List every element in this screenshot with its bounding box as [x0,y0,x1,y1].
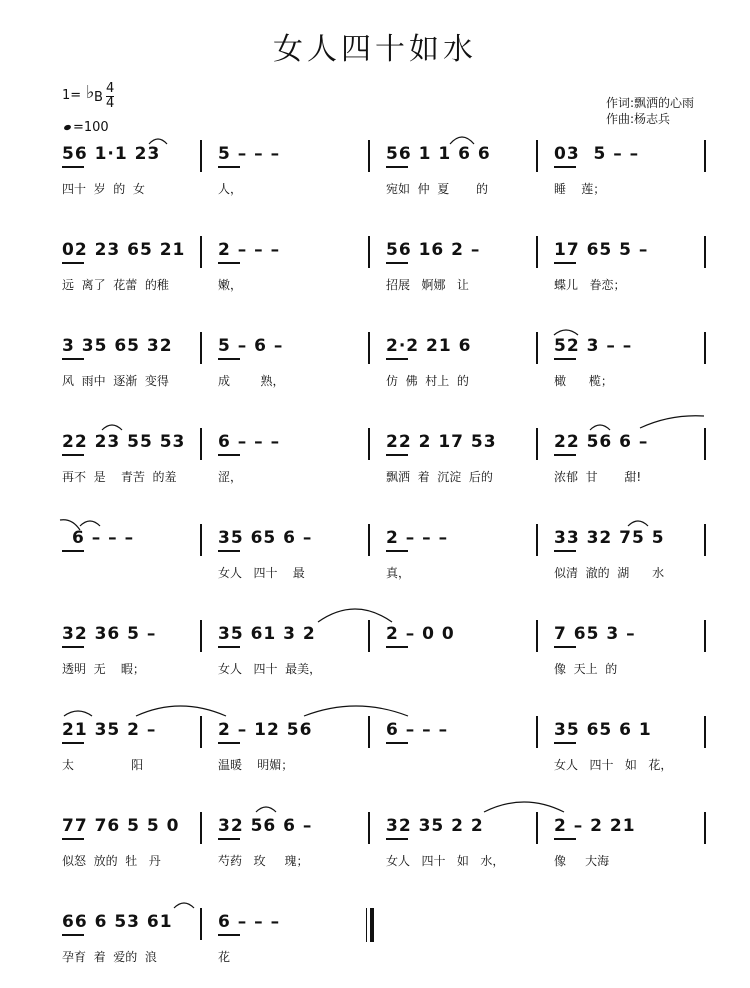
slur [484,802,564,812]
lyric-line: 芍药 玫 瑰； [218,854,309,868]
barline [200,428,202,460]
lyric-line: 像 大海 [554,854,610,868]
barline [536,140,538,172]
measure-notes: 52 3 – – [554,336,633,356]
measure-notes: 7 65 3 – [554,624,636,644]
barline [536,332,538,364]
beam-underline [218,262,240,264]
lyric-line: 花 [218,950,231,964]
barline [704,332,706,364]
beam-underline [62,262,84,264]
measure-notes: 2 – 12 56 [218,720,313,740]
lyric-line: 橄 榄； [554,374,613,388]
barline [200,332,202,364]
quarter-note-icon [63,124,71,131]
barline [368,716,370,748]
beam-underline [62,934,84,936]
time-signature [106,82,114,111]
measure-notes: 6 – – – [218,432,281,452]
barline [200,140,202,172]
beam-underline [554,454,576,456]
lyric-line: 人， [218,182,243,196]
beam-underline [386,550,408,552]
measure-notes: 2 – – – [386,528,449,548]
barline [704,620,706,652]
lyric-line: 像 天上 的 [554,662,618,676]
lyric-line: 蝶儿 眷恋； [554,278,626,292]
measure-notes: 32 56 6 – [218,816,313,836]
barline [200,908,202,940]
lyric-line: 涩， [218,470,243,484]
barline [368,332,370,364]
measure-notes: 2 – – – [218,240,281,260]
staff-system [0,812,750,892]
beam-underline [386,358,408,360]
lyric-line: 仿 佛 村上 的 [386,374,469,388]
beam-underline [62,358,84,360]
staff-system [0,716,750,796]
barline [200,716,202,748]
measure-notes: 77 76 5 5 0 [62,816,180,836]
barline [536,812,538,844]
measure-notes: 33 32 75 5 [554,528,665,548]
barline [704,812,706,844]
slur [136,706,226,716]
measure-notes: 56 1·1 23 [62,144,161,164]
staff-system [0,524,750,604]
lyric-line: 孕育 着 爱的 浪 [62,950,157,964]
lyric-line: 宛如 仲 夏 的 [386,182,488,196]
measure-notes: 22 2 17 53 [386,432,497,452]
flat-sign-icon: ♭ [86,82,95,103]
measure-notes: 32 36 5 – [62,624,157,644]
measure-notes: 17 65 5 – [554,240,649,260]
time-top: 4 [106,81,115,96]
beam-underline [62,838,84,840]
beam-underline [386,166,408,168]
beam-underline [554,646,576,648]
staff-system [0,236,750,316]
measure-notes: 2·2 21 6 [386,336,472,356]
beam-underline [218,550,240,552]
beam-underline [554,358,576,360]
barline [704,524,706,556]
lyric-line: 女人 四十 最美， [218,662,322,676]
barline [200,524,202,556]
measure-notes: 2 – 0 0 [386,624,455,644]
barline [368,236,370,268]
lyric-line: 远 离了 花蕾 的稚 [62,278,169,292]
beam-underline [218,838,240,840]
slur [304,706,408,716]
barline [704,236,706,268]
lyric-line: 招展 婀娜 让 [386,278,469,292]
lyric-line: 再不 是 青苦 的羞 [62,470,177,484]
lyric-line: 透明 无 暇； [62,662,145,676]
lyric-line: 嫩， [218,278,243,292]
barline [704,716,706,748]
measure-notes: 5 – – – [218,144,281,164]
lyric-line: 似怒 放的 牡 丹 [62,854,161,868]
barline [368,140,370,172]
measure-notes: 6 – – – [72,528,135,548]
beam-underline [554,550,576,552]
barline [368,620,370,652]
beam-underline [386,454,408,456]
lyric-line: 四十 岁 的 女 [62,182,145,196]
measure-notes: 56 16 2 – [386,240,481,260]
beam-underline [554,742,576,744]
measure-notes: 32 35 2 2 [386,816,484,836]
key-prefix: 1= [62,88,82,103]
beam-underline [218,454,240,456]
measure-notes: 2 – 2 21 [554,816,636,836]
lyric-line: 似清 澈的 湖 水 [554,566,665,580]
beam-underline [218,646,240,648]
key-signature [62,81,115,111]
slur [640,416,704,428]
staff-system [0,620,750,700]
beam-underline [62,646,84,648]
tempo-marking [64,120,109,135]
lyric-line: 女人 四十 如 水， [386,854,505,868]
barline [536,428,538,460]
song-title: 女人四十如水 [273,32,477,67]
barline [536,236,538,268]
measure-notes: 03 5 – – [554,144,640,164]
staff-system [0,140,750,220]
barline [536,716,538,748]
barline [200,236,202,268]
measure-notes: 35 65 6 1 [554,720,652,740]
measure-notes: 5 – 6 – [218,336,284,356]
lyric-line: 成 熟， [218,374,285,388]
barline [536,524,538,556]
beam-underline [386,742,408,744]
lyric-line: 浓郁 甘 甜! [554,470,642,484]
beam-underline [62,166,84,168]
measure-notes: 35 65 6 – [218,528,313,548]
beam-underline [218,742,240,744]
barline [200,620,202,652]
beam-underline [218,934,240,936]
measure-notes: 21 35 2 – [62,720,157,740]
lyric-line: 睡 莲； [554,182,606,196]
measure-notes: 22 56 6 – [554,432,649,452]
lyric-line: 温暖 明媚； [218,758,294,772]
tempo-value: =100 [73,120,109,135]
lyric-line: 太 阳 [62,758,144,772]
staff-system [0,428,750,508]
lyric-line: 飘洒 着 沉淀 后的 [386,470,493,484]
time-bottom: 4 [106,96,115,111]
beam-underline [62,454,84,456]
measure-notes: 56 1 1 6 6 [386,144,491,164]
measure-notes: 22 23 55 53 [62,432,186,452]
beam-underline [386,646,408,648]
staff-system [0,908,750,988]
staff-system [0,332,750,412]
beam-underline [218,166,240,168]
barline [536,620,538,652]
lyric-line: 女人 四十 如 花， [554,758,673,772]
composer-credit: 作曲:杨志兵 [606,112,671,126]
lyric-line: 真， [386,566,411,580]
barline [704,428,706,460]
lyric-line: 风 雨中 逐渐 变得 [62,374,169,388]
beam-underline [554,262,576,264]
measure-notes: 35 61 3 2 [218,624,316,644]
beam-underline [62,550,84,552]
measure-notes: 3 35 65 32 [62,336,173,356]
key-note: B [94,90,103,105]
measure-notes: 02 23 65 21 [62,240,186,260]
barline [368,428,370,460]
barline [704,140,706,172]
measure-notes: 66 6 53 61 [62,912,173,932]
barline [368,524,370,556]
beam-underline [386,838,408,840]
beam-underline [554,838,576,840]
measure-notes: 6 – – – [386,720,449,740]
beam-underline [62,742,84,744]
final-barline [366,908,374,942]
barline [200,812,202,844]
lyric-line: 女人 四十 最 [218,566,305,580]
barline [368,812,370,844]
beam-underline [218,358,240,360]
beam-underline [554,166,576,168]
lyricist-credit: 作词:飘洒的心雨 [606,96,695,110]
beam-underline [386,262,408,264]
measure-notes: 6 – – – [218,912,281,932]
